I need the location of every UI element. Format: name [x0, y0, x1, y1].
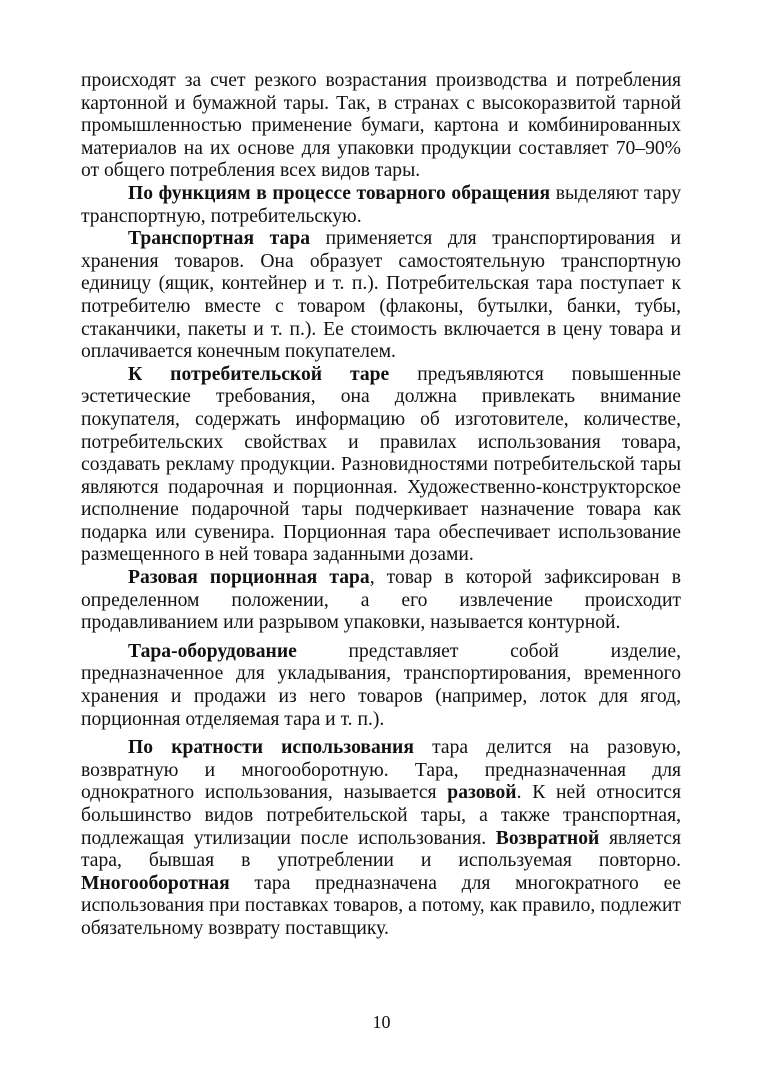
paragraph-text: является тара, бывшая в употреблении и используемая повторно.: [81, 827, 681, 872]
paragraph-6: [81, 641, 681, 731]
term-reusable: Многооборотная: [81, 872, 230, 894]
paragraph-7: [81, 737, 681, 940]
paragraph-text: тара делится на разовую, возвратную и многооборотную. Тара, предназначенная для однократного использования, называется: [81, 737, 681, 804]
paragraph-heading: Транспортная тара: [128, 228, 311, 250]
paragraph-1: [81, 70, 681, 183]
paragraph-heading: Разовая порционная тара: [128, 567, 370, 589]
paragraph-text: предъявляются повышенные эстетические требования, она должна привлекать внимание покупателя, содержать информацию об изготовителе, количестве, потребительских свойствах и правилах использования товара, создавать рекламу продукции. Разновидностями потребительской тары являются подарочная и порционная. Художественно-конструкторское исполнение подарочной тары подчеркивает назначение товара как подарка или сувенира. Порционная тара обеспечивает использование размещенного в ней товара заданными дозами.: [81, 363, 681, 566]
paragraph-text: выделяют тару транспортную, потребительскую.: [81, 182, 681, 227]
paragraph-heading: По функциям в процессе товарного обращения: [128, 182, 551, 204]
paragraph-heading: Тара-оборудование: [128, 640, 297, 662]
paragraph-5: [81, 567, 681, 635]
paragraph-4: [81, 364, 681, 567]
paragraph-text: применяется для транспортирования и хранения товаров. Она образует самостоятельную транспортную единицу (ящик, контейнер и т. п.). Потребительская тара поступает к потребителю вместе с товаром (флаконы, бутылки, банки, тубы, стаканчики, пакеты и т. п.). Ее стоимость включается в цену товара и оплачивается конечным покупателем.: [81, 228, 681, 363]
paragraph-text: . К ней относится большинство видов потребительской тары, а также транспортная, подлежащая утилизации после использования.: [81, 782, 681, 849]
paragraph-2: [81, 183, 681, 228]
page-body: [81, 70, 681, 941]
paragraph-text: тара предназначена для многократного ее использования при поставках товаров, а потому, как правило, подлежит обязательному возврату поставщику.: [81, 872, 681, 939]
paragraph-heading: К потребительской таре: [128, 363, 390, 385]
paragraph-text: происходят за счет резкого возрастания производства и потребления картонной и бумажной тары. Так, в странах с высокоразвитой тарной промышленностью применение бумаги, картона и комбинированных материалов на их основе для упаковки продукции составляет 70–90% от общего потребления всех видов тары.: [81, 70, 681, 182]
paragraph-text: представляет собой изделие, предназначенное для укладывания, транспортирования, временного хранения и продажи из него товаров (например, лоток для ягод, порционная отделяемая тара и т. п.).: [81, 640, 681, 730]
term-returnable: Возвратной: [495, 827, 600, 849]
paragraph-heading: По кратности использования: [128, 737, 414, 759]
paragraph-text: , товар в которой зафиксирован в определенном положении, а его извлечение происходит продавливанием или разрывом упаковки, называется контурной.: [81, 567, 681, 634]
paragraph-3: [81, 228, 681, 364]
term-single-use: разовой: [447, 782, 517, 804]
page-number: 10: [372, 1012, 391, 1032]
